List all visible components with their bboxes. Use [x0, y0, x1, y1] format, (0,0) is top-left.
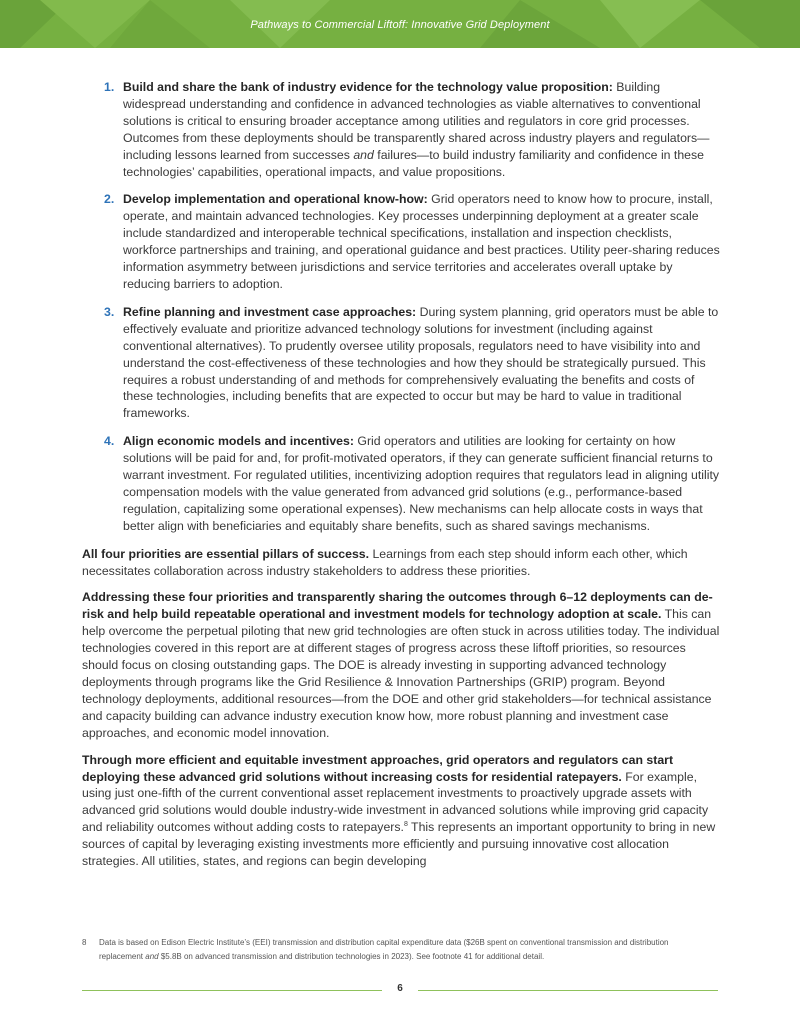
footnote-number: 8 — [82, 938, 87, 947]
list-item-text: Grid operators and utilities are looking for certainty on how solutions will be paid for and, for profit-motivated operators, if they can generate sufficient financial returns to warrant investment. For regulated utilities, incentivizing adoption requires that regulators lead in aligning utility compensation models with the value generated from advanced grid solutions (e.g., performance-based regulation, capitalizing some operational expenses). New mechanisms can help allocate costs in ways that better align with beneficiaries and equitably share benefits, such as shared savings mechanisms. — [123, 434, 720, 533]
list-item-text: Grid operators need to know how to procure, install, operate, and maintain advanced technologies. Key processes underpinning deployment at a greater scale include standardized and interoperable technical specifications, installation and inspection checklists, workforce partnerships and training, and operational guidance and best practices. Utility peer-sharing reduces information asymmetry between jurisdictions and service territories and accelerates overall uptake by reducing barriers to adoption. — [123, 192, 720, 291]
list-item-text: failures—to build industry familiarity and confidence in these technologies’ capabilities, operational impacts, and value propositions. — [123, 147, 705, 179]
list-number: 2. — [104, 192, 115, 207]
header-banner — [0, 0, 800, 48]
paragraph-lead: All four priorities are essential pillars of success. — [82, 546, 370, 561]
paragraph-lead: Through more efficient and equitable investment approaches, grid operators and regulators can start deploying these advanced grid solutions without increasing costs for residential ratepayers. — [82, 752, 674, 784]
priority-list — [82, 79, 722, 535]
footnote — [82, 936, 702, 963]
paragraph-text: This can help overcome the perpetual piloting that new grid technologies are often stuck in across utilities today. The individual technologies covered in this report are at different stages of progress across these liftoff priorities, so resources should focus on closing outstanding gaps. The DOE is already investing in supporting advanced technology deployments through programs like the Grid Resilience & Innovation Partnerships (GRIP) program. Beyond technology deployments, additional resources—from the DOE and other grid stakeholders—for technical assistance and capacity building can advance industry execution know how, more robust planning and investment case approaches, and economic model innovation. — [82, 607, 720, 740]
paragraph-text: Learnings from each step should inform each other, which necessitates collaboration across industry stakeholders to address these priorities. — [82, 546, 688, 578]
paragraph-investment — [82, 752, 722, 870]
footnote-reference[interactable]: 8 — [403, 821, 408, 829]
list-item-title: Align economic models and incentives: — [123, 434, 354, 449]
list-item-title: Develop implementation and operational know-how: — [123, 192, 428, 207]
emphasis-text: and — [353, 147, 374, 162]
list-item-text: Building widespread understanding and confidence in advanced technologies as viable alternatives to conventional solutions is critical to ensuring broader acceptance among utilities and regulators in core grid processes. Outcomes from these deployments should be transparently shared across industry players and regulators—including lessons learned from successes — [123, 80, 710, 162]
paragraph-deployments — [82, 589, 722, 741]
list-number: 1. — [104, 80, 115, 94]
list-item — [82, 304, 722, 422]
footer-rule-right — [418, 990, 718, 991]
paragraph-text: This represents an important opportunity to bring in new sources of capital by leveraging existing investments more efficiently and pursuing innovative cost allocation strategies. All utilities, states, and regions can begin developing — [82, 820, 716, 869]
list-item — [82, 433, 722, 534]
list-item — [82, 191, 722, 292]
list-item-text: During system planning, grid operators must be able to effectively evaluate and prioritize advanced technology solutions for investment (including against conventional alternatives). To prudently oversee utility proposals, regulators need to have visibility into and understand the cost-effectiveness of these technologies and how they should be strategically pursued. This requires a robust understanding of and methods for comprehensively evaluating the benefits and costs of these technologies, including benefits that are expected to occur but may be hard to value in traditional frameworks. — [123, 304, 719, 421]
paragraph-pillars — [82, 546, 722, 580]
footnote-text-part: $5.8B on advanced transmission and distribution technologies in 2023). See footnote 41 for additional detail. — [158, 951, 545, 961]
list-number: 3. — [104, 304, 115, 319]
footnote-text-part: Data is based on Edison Electric Institute’s (EEI) transmission and distribution capital expenditure data ($26B spent on conventional transmission and distribution replacement — [99, 938, 669, 961]
emphasis-text: and — [145, 951, 159, 961]
page-body — [82, 79, 722, 880]
page-number: 6 — [397, 983, 403, 994]
footer-rule-left — [82, 990, 382, 991]
paragraph-text: For example, using just one-fifth of the current conventional asset replacement investments to proactively upgrade assets with advanced grid solutions would double industry-wide investment in advanced solutions while improving grid capacity and reliability outcomes without adding costs to ratepayers. — [82, 769, 709, 835]
list-item-title: Refine planning and investment case approaches: — [123, 304, 417, 319]
footnote-text — [82, 936, 702, 963]
list-item — [82, 79, 722, 180]
paragraph-lead: Addressing these four priorities and transparently sharing the outcomes through 6–12 deployments can de-risk and help build repeatable operational and investment models for technology adoption at scale. — [82, 590, 713, 622]
document-title: Pathways to Commercial Liftoff: Innovative Grid Deployment — [250, 19, 550, 31]
list-number: 4. — [104, 434, 115, 449]
list-item-title: Build and share the bank of industry evidence for the technology value proposition: — [123, 80, 613, 94]
